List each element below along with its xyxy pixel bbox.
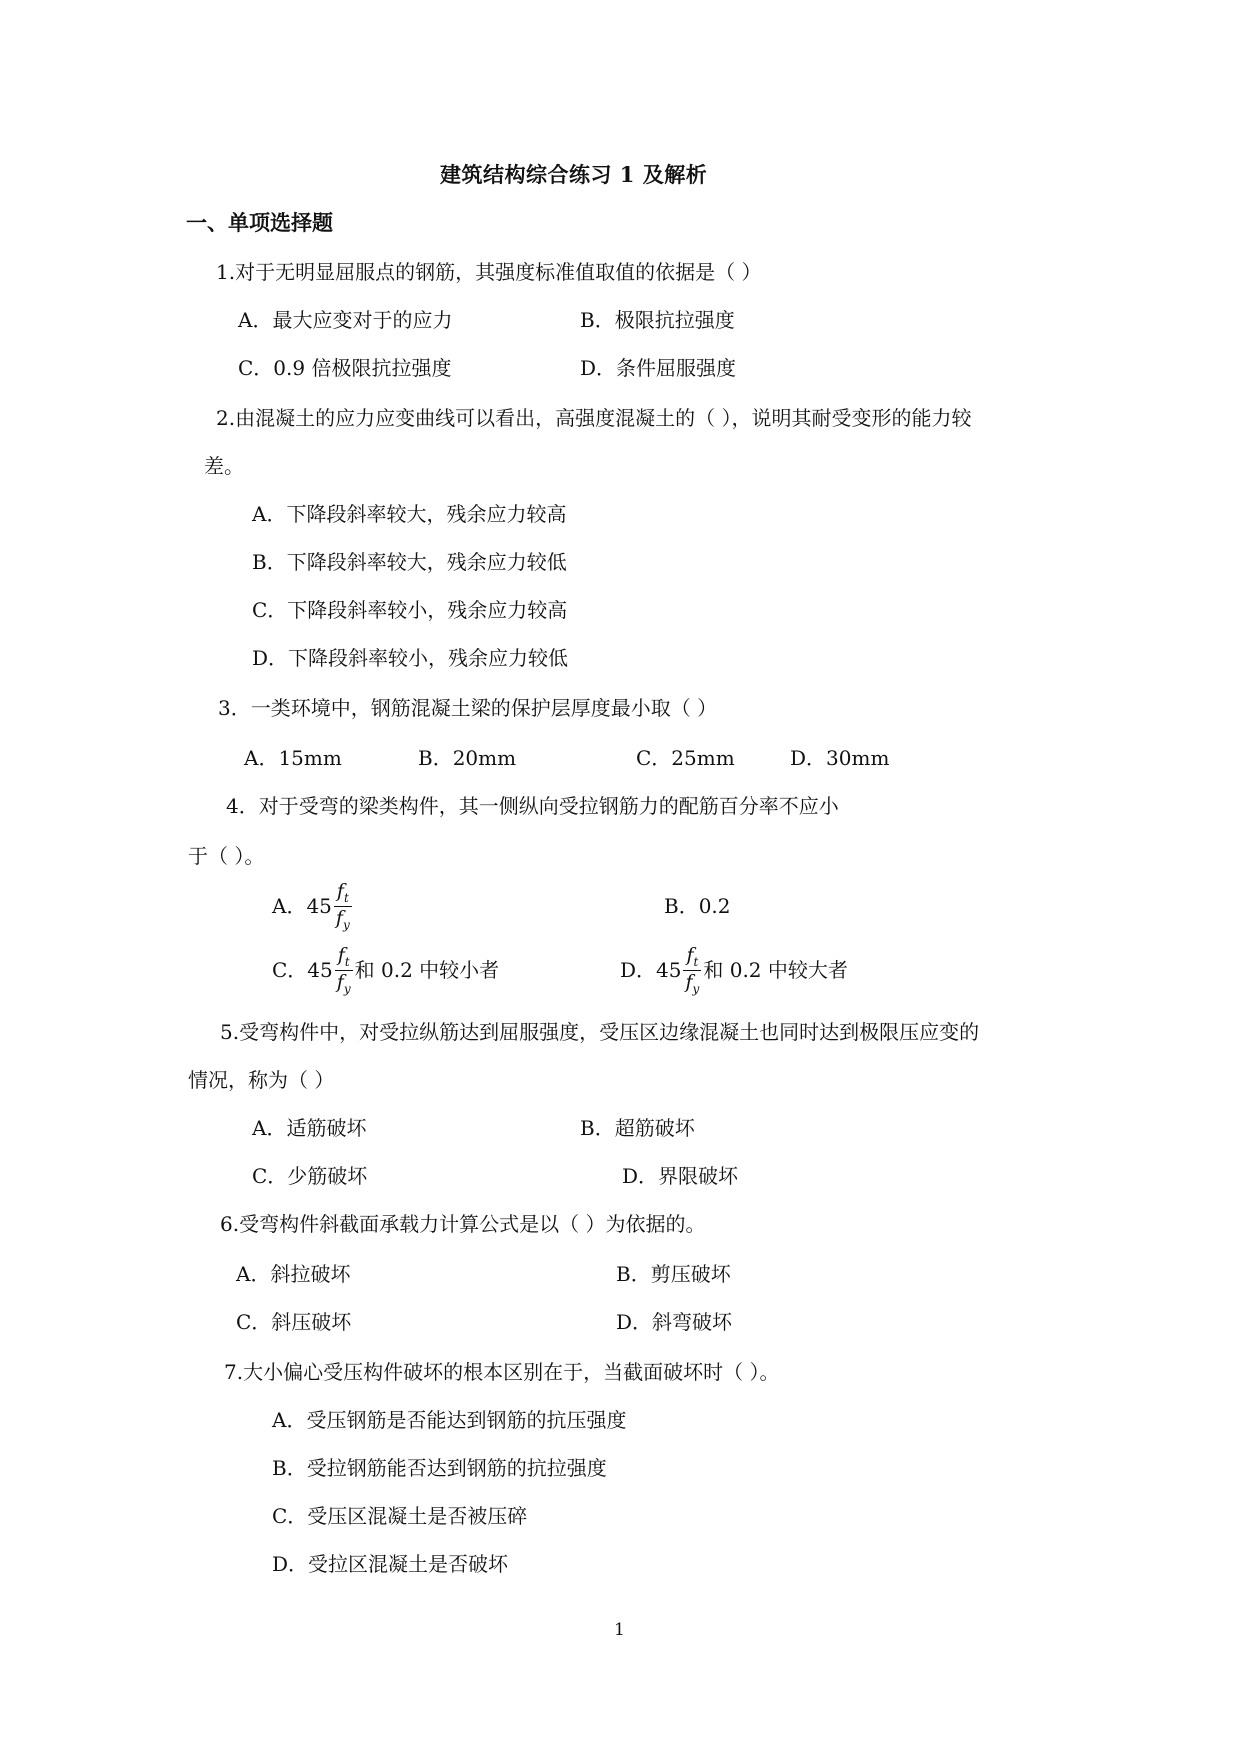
q5-option-c: C．少筋破坏	[252, 1164, 368, 1188]
q5-stem-line1: 5.受弯构件中，对受拉纵筋达到屈服强度，受压区边缘混凝土也同时达到极限压应变的	[220, 1020, 980, 1044]
q5-option-a: A．适筋破坏	[252, 1116, 367, 1140]
q1-stem: 1.对于无明显屈服点的钢筋，其强度标准值取值的依据是（ ）	[216, 260, 762, 284]
q6-option-d: D．斜弯破坏	[616, 1310, 733, 1334]
q7-stem: 7.大小偏心受压构件破坏的根本区别在于，当截面破坏时（ ）。	[224, 1360, 780, 1384]
q4-option-c-prefix: C．45	[272, 958, 333, 983]
q7-option-d: D．受拉区混凝土是否破坏	[272, 1552, 509, 1576]
q6-option-a: A．斜拉破坏	[236, 1262, 351, 1286]
q7-option-b: B．受拉钢筋能否达到钢筋的抗拉强度	[272, 1456, 607, 1480]
q4-option-b: B．0.2	[664, 894, 731, 918]
q5-option-d: D．界限破坏	[622, 1164, 739, 1188]
q4-stem-line1: 4．对于受弯的梁类构件，其一侧纵向受拉钢筋力的配筋百分率不应小	[226, 794, 839, 818]
q4-option-d	[620, 946, 848, 995]
q1-option-d: D．条件屈服强度	[580, 356, 737, 380]
q3-stem: 3．一类环境中，钢筋混凝土梁的保护层厚度最小取（ ）	[218, 696, 718, 720]
q6-stem: 6.受弯构件斜截面承载力计算公式是以（ ）为依据的。	[220, 1212, 706, 1236]
q4-option-a-prefix: A．45	[272, 894, 332, 919]
q5-option-b: B．超筋破坏	[580, 1116, 695, 1140]
ft-over-fy-fraction: $\frac{f_t}{f_y}$	[683, 946, 701, 995]
q4-option-d-suffix: 和 0.2 中较大者	[703, 958, 848, 983]
q4-stem-line2: 于（ ）。	[188, 844, 265, 868]
q7-option-c: C．受压区混凝土是否被压碎	[272, 1504, 528, 1528]
page-title: 建筑结构综合练习 1 及解析	[440, 162, 708, 187]
q2-option-c: C．下降段斜率较小，残余应力较高	[252, 598, 568, 622]
q2-option-a: A．下降段斜率较大，残余应力较高	[252, 502, 567, 526]
q1-option-b: B．极限抗拉强度	[580, 308, 735, 332]
q3-option-b: B．20mm	[418, 746, 517, 770]
q6-option-b: B．剪压破坏	[616, 1262, 731, 1286]
q7-option-a: A．受压钢筋是否能达到钢筋的抗压强度	[272, 1408, 627, 1432]
q4-option-c-suffix: 和 0.2 中较小者	[354, 958, 500, 983]
q3-option-d: D．30mm	[790, 746, 890, 770]
q1-option-c: C．0.9 倍极限抗拉强度	[238, 356, 452, 380]
q1-option-a: A．最大应变对于的应力	[238, 308, 453, 332]
q4-option-c	[272, 946, 499, 995]
ft-over-fy-fraction: $\frac{f_t}{f_y}$	[335, 946, 353, 995]
page-number: 1	[614, 1620, 625, 1640]
ft-over-fy-fraction: $\frac{f_t}{f_y}$	[334, 882, 352, 931]
q2-option-d: D．下降段斜率较小，残余应力较低	[252, 646, 569, 670]
q4-option-a	[272, 882, 354, 931]
q2-stem-line2: 差。	[204, 454, 244, 478]
q5-stem-line2: 情况，称为（ ）	[188, 1068, 335, 1092]
q4-option-d-prefix: D．45	[620, 958, 682, 983]
q3-option-a: A．15mm	[244, 746, 342, 770]
q6-option-c: C．斜压破坏	[236, 1310, 352, 1334]
section-heading: 一、单项选择题	[186, 210, 333, 235]
q3-option-c: C．25mm	[636, 746, 735, 770]
q2-option-b: B．下降段斜率较大，残余应力较低	[252, 550, 567, 574]
q2-stem-line1: 2.由混凝土的应力应变曲线可以看出，高强度混凝土的（ ），说明其耐受变形的能力较	[216, 406, 972, 430]
